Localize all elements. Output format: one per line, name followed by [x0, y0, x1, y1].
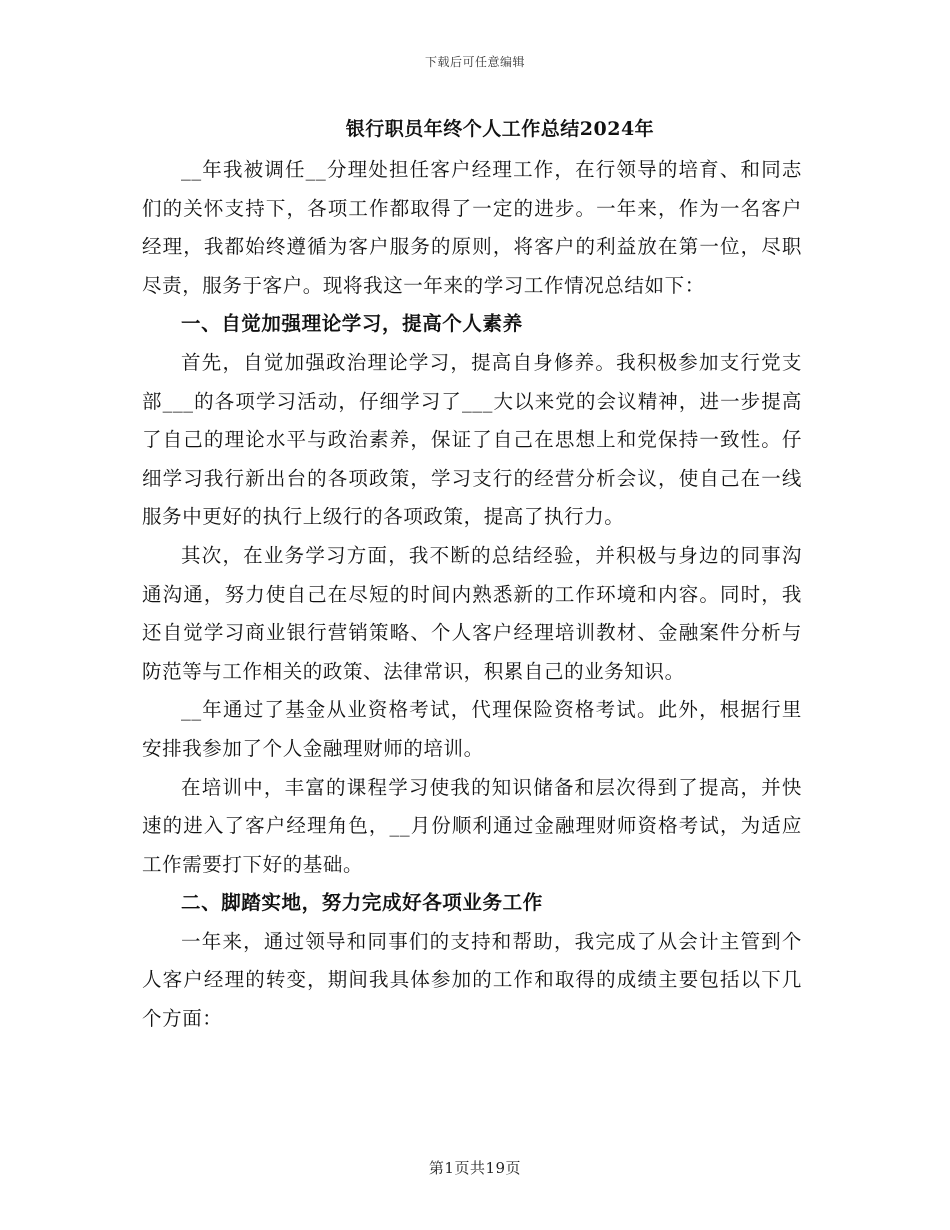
paragraph-work-summary: 一年来，通过领导和同事们的支持和帮助，我完成了从会计主管到个人客户经理的转变，期间我具体参加的工作和取得的成绩主要包括以下几个方面： — [142, 929, 802, 1031]
paragraph-business-study: 其次，在业务学习方面，我不断的总结经验，并积极与身边的同事沟通沟通，努力使自己在尽短的时间内熟悉新的工作环境和内容。同时，我还自觉学习商业银行营销策略、个人客户经理培训教材、金融案件分析与防范等与工作相关的政策、法律常识，积累自己的业务知识。 — [142, 543, 802, 683]
section-heading-1: 一、自觉加强理论学习，提高个人素养 — [181, 312, 523, 336]
paragraph-exams: __年通过了基金从业资格考试，代理保险资格考试。此外，根据行里安排我参加了个人金融理财师的培训。 — [142, 698, 802, 760]
paragraph-intro: __年我被调任__分理处担任客户经理工作，在行领导的培育、和同志们的关怀支持下，各项工作都取得了一定的进步。一年来，作为一名客户经理，我都始终遵循为客户服务的原则，将客户的利益放在第一位，尽职尽责，服务于客户。现将我这一年来的学习工作情况总结如下： — [142, 158, 802, 297]
paragraph-training: 在培训中，丰富的课程学习使我的知识储备和层次得到了提高，并快速的进入了客户经理角色，__月份顺利通过金融理财师资格考试，为适应工作需要打下好的基础。 — [142, 775, 802, 876]
document-title: 银行职员年终个人工作总结2024年 — [345, 118, 655, 140]
section-heading-2: 二、脚踏实地，努力完成好各项业务工作 — [181, 891, 543, 915]
paragraph-theory-study: 首先，自觉加强政治理论学习，提高自身修养。我积极参加支行党支部___的各项学习活动，仔细学习了___大以来党的会议精神，进一步提高了自己的理论水平与政治素养，保证了自己在思想上和党保持一致性。仔细学习我行新出台的各项政策，学习支行的经营分析会议，使自己在一线服务中更好的执行上级行的各项政策，提高了执行力。 — [142, 350, 802, 529]
header-note: 下载后可任意编辑 — [424, 55, 525, 69]
page-number-footer: 第1页共19页 — [428, 1159, 522, 1177]
document-body — [142, 151, 802, 1039]
